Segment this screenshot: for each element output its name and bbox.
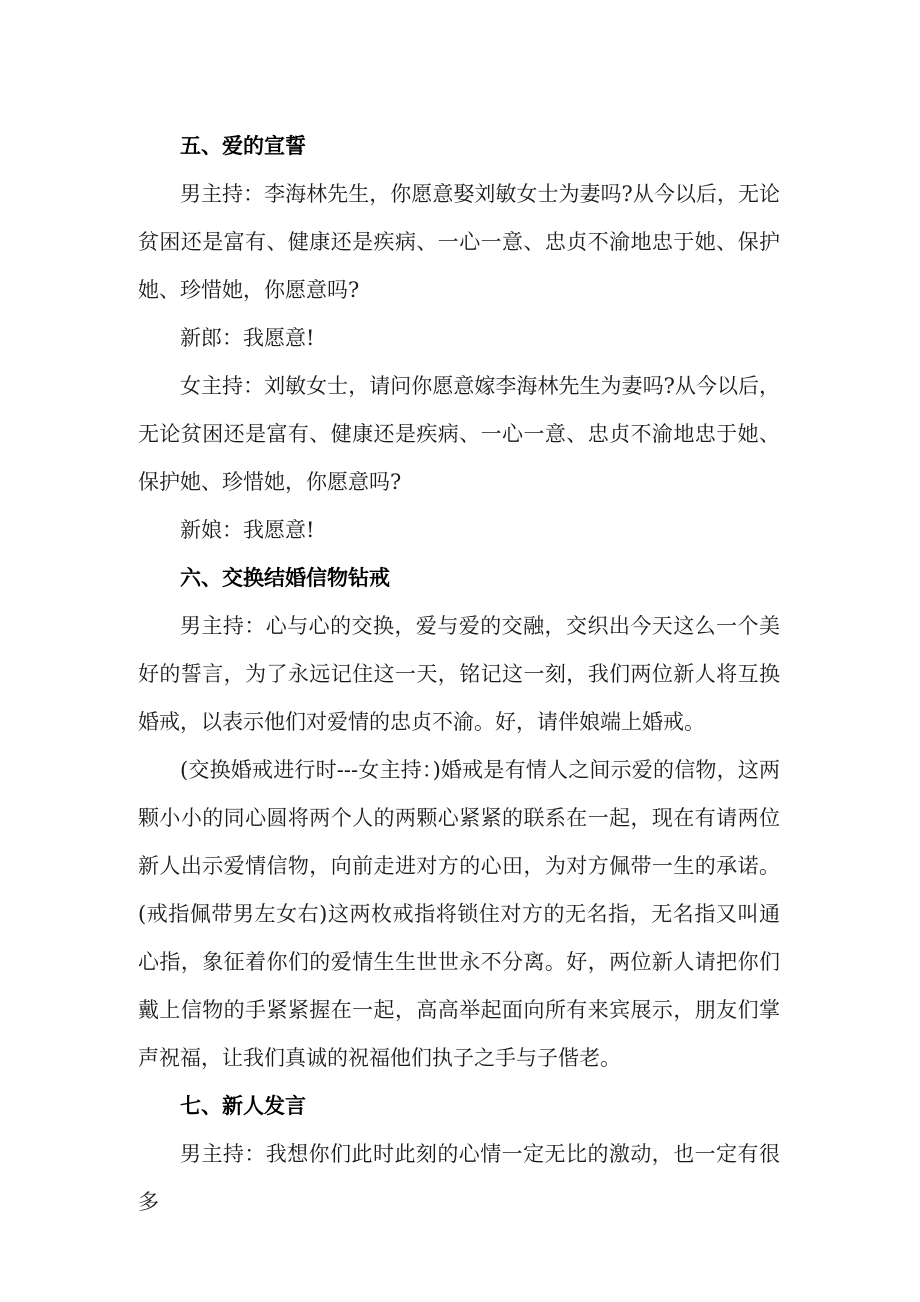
paragraph-ring-exchange-narration: (交换婚戒进行时---女主持：)婚戒是有情人之间示爱的信物，这两颗小小的同心圆将两个人的两颗心紧紧的联系在一起，现在有请两位新人出示爱情信物，向前走进对方的心田，为对方佩带一生的承诺。(戒指佩带男左女右)这两枚戒指将锁住对方的无名指，无名指又叫通心指，象征着你们的爱情生生世世永不分离。好，两位新人请把你们戴上信物的手紧紧握在一起，高高举起面向所有来宾展示，朋友们掌声祝福，让我们真诚的祝福他们执子之手与子偕老。 [138,758,780,1070]
paragraph-male-host-speech-intro: 男主持：我想你们此时此刻的心情一定无比的激动，也一定有很多 [138,1142,780,1214]
section-heading-couple-speech: 七、新人发言 [180,1094,306,1118]
paragraph-male-host-ring-intro: 男主持：心与心的交换，爱与爱的交融，交织出今天这么一个美好的誓言，为了永远记住这一天，铭记这一刻，我们两位新人将互换婚戒，以表示他们对爱情的忠贞不渝。好，请伴娘端上婚戒。 [138,614,780,734]
section-heading-vows: 五、爱的宣誓 [180,134,306,158]
paragraph-bride-answer: 新娘：我愿意! [180,518,315,542]
section-heading-ring-exchange: 六、交换结婚信物钻戒 [180,566,390,590]
paragraph-groom-answer: 新郎：我愿意! [180,326,315,350]
document-body [138,122,780,1226]
paragraph-female-host-vow-question: 女主持：刘敏女士，请问你愿意嫁李海林先生为妻吗?从今以后，无论贫困还是富有、健康还是疾病、一心一意、忠贞不渝地忠于她、保护她、珍惜她，你愿意吗? [138,374,780,494]
paragraph-male-host-vow-question: 男主持：李海林先生，你愿意娶刘敏女士为妻吗?从今以后，无论贫困还是富有、健康还是疾病、一心一意、忠贞不渝地忠于她、保护她、珍惜她，你愿意吗? [138,182,780,302]
